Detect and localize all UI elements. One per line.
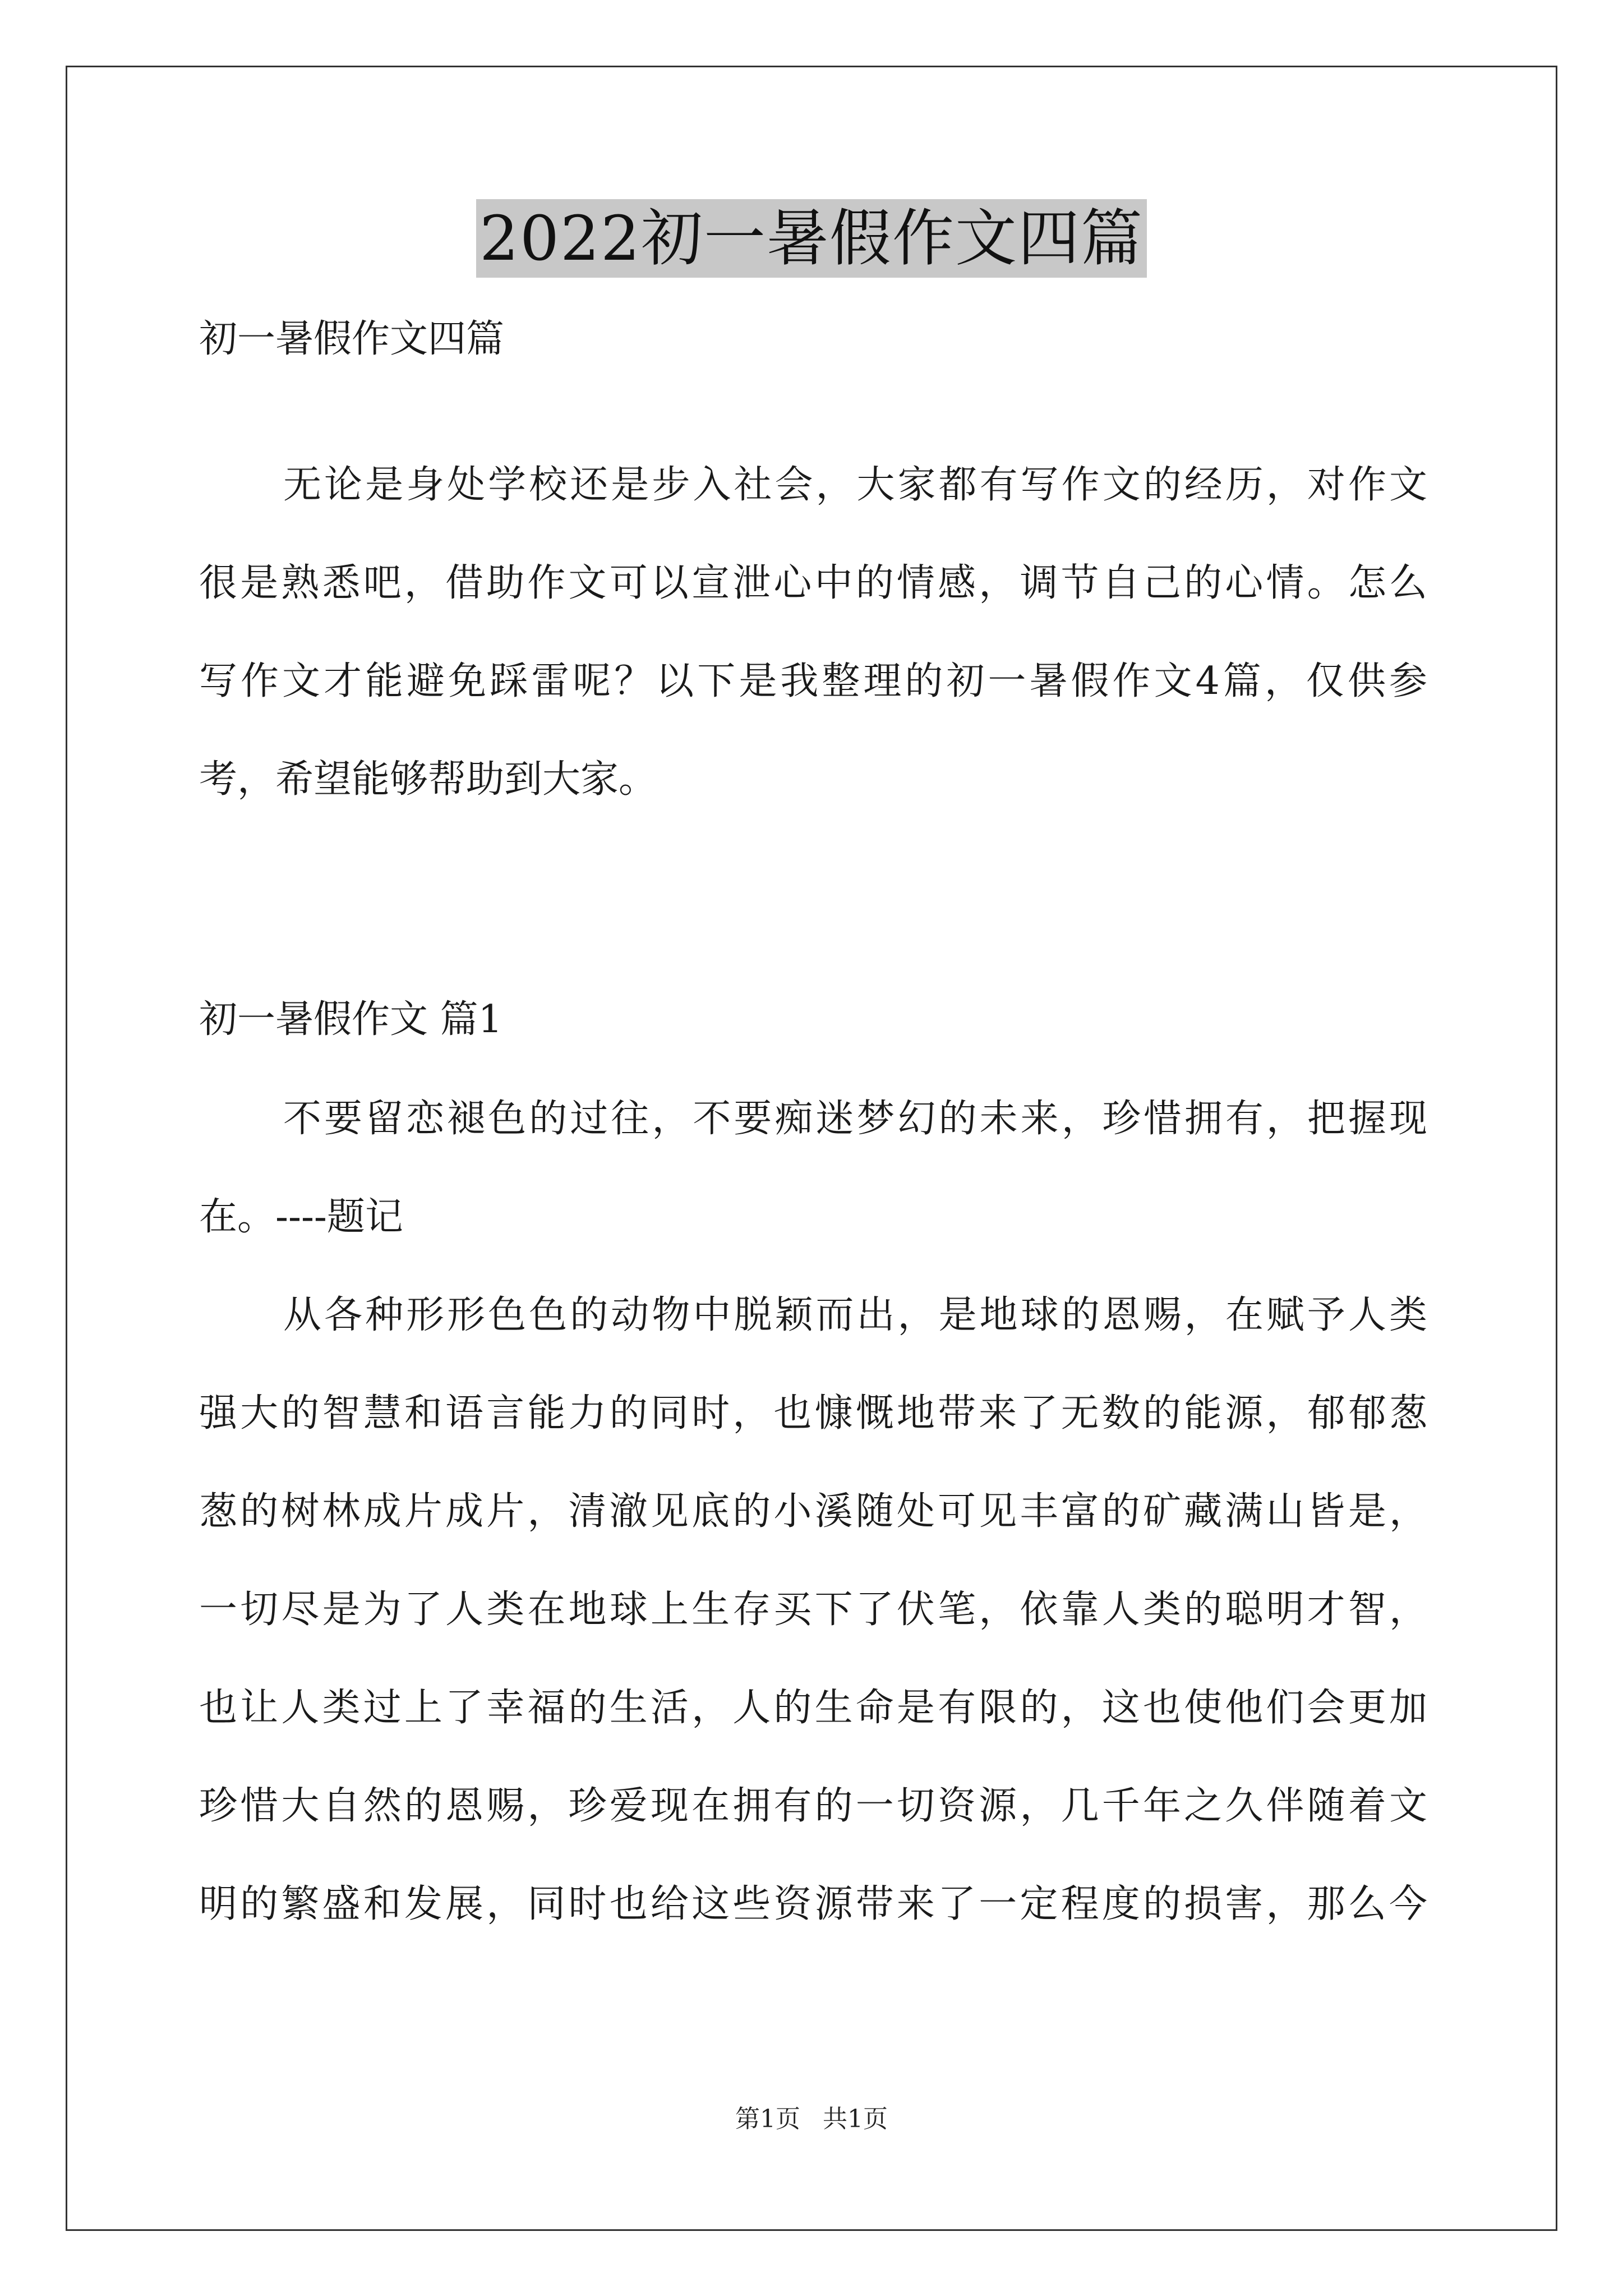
body-line: 明的繁盛和发展，同时也给这些资源带来了一定程度的损害，那么今 xyxy=(199,1882,1427,1926)
document-title: 2022初一暑假作文四篇 xyxy=(476,199,1147,278)
body-line: 从各种形形色色的动物中脱颖而出，是地球的恩赐，在赋予人类 xyxy=(283,1293,1427,1337)
section-heading: 初一暑假作文 篇1 xyxy=(199,997,502,1042)
intro-line: 考，希望能够帮助到大家。 xyxy=(199,757,657,802)
subtitle: 初一暑假作文四篇 xyxy=(199,317,505,361)
body-line: 葱的树林成片成片，清澈见底的小溪随处可见丰富的矿藏满山皆是， xyxy=(199,1489,1427,1534)
page-total: 共1页 xyxy=(823,2105,888,2133)
body-line: 强大的智慧和语言能力的同时，也慷慨地带来了无数的能源，郁郁葱 xyxy=(199,1391,1427,1435)
epigraph-line: 不要留恋褪色的过往，不要痴迷梦幻的未来，珍惜拥有，把握现 xyxy=(283,1097,1427,1141)
epigraph-line: 在。----题记 xyxy=(199,1195,403,1239)
body-line: 也让人类过上了幸福的生活，人的生命是有限的，这也使他们会更加 xyxy=(199,1686,1427,1730)
title-block xyxy=(0,199,1623,278)
intro-line: 无论是身处学校还是步入社会，大家都有写作文的经历，对作文 xyxy=(283,463,1427,507)
intro-line: 写作文才能避免踩雷呢？以下是我整理的初一暑假作文4篇，仅供参 xyxy=(199,659,1427,703)
body-line: 珍惜大自然的恩赐，珍爱现在拥有的一切资源，几千年之久伴随着文 xyxy=(199,1784,1427,1828)
page-footer xyxy=(0,2102,1623,2136)
intro-line: 很是熟悉吧，借助作文可以宣泄心中的情感，调节自己的心情。怎么 xyxy=(199,561,1427,605)
page-number: 第1页 xyxy=(735,2105,800,2133)
body-line: 一切尽是为了人类在地球上生存买下了伏笔，依靠人类的聪明才智， xyxy=(199,1588,1427,1632)
